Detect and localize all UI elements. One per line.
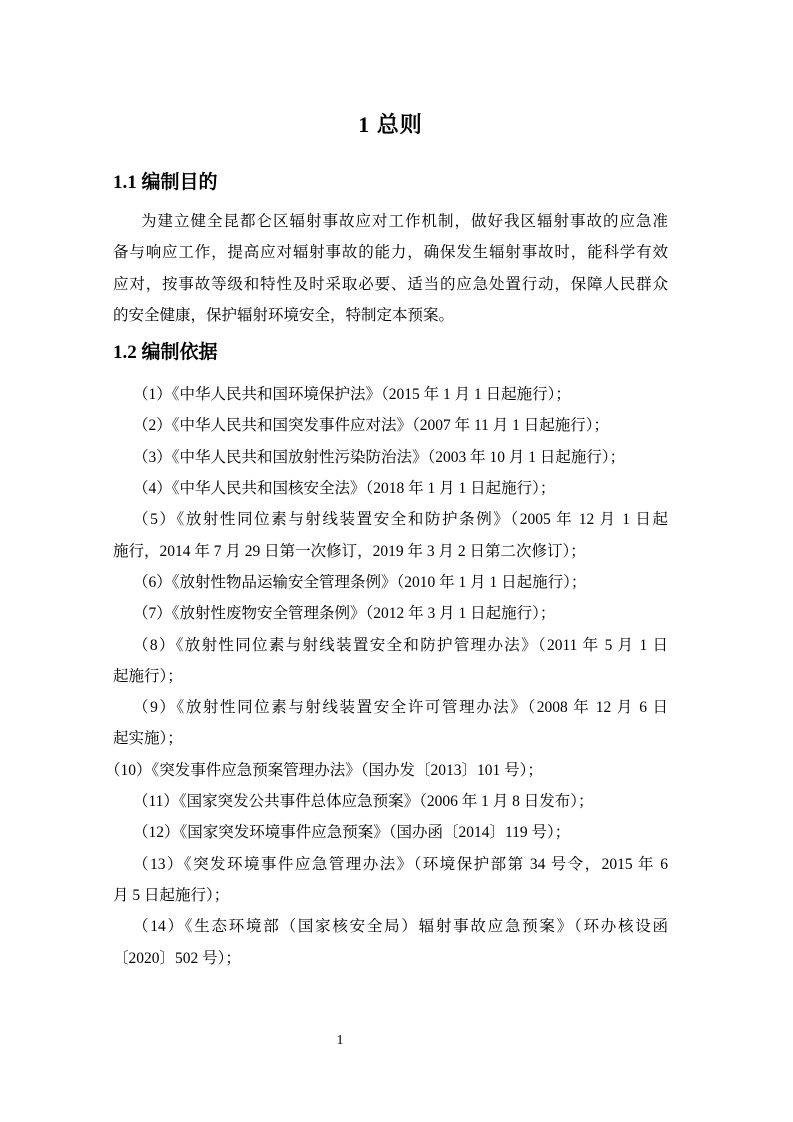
- text-line: （14）《生态环境部（国家核安全局）辐射事故应急预案》（环办核设函: [133, 918, 668, 936]
- text-line: 备与响应工作，提高应对辐射事故的能力，确保发生辐射事故时，能科学有效: [113, 244, 668, 262]
- legal-basis-list: [105, 379, 668, 974]
- text-line: 的安全健康，保护辐射环境安全，特制定本预案。: [113, 306, 455, 324]
- text-line: （13）《突发环境事件应急管理办法》（环境保护部第 34 号令，2015 年 6: [133, 855, 668, 873]
- text-line: 月 5 日起施行）；: [113, 886, 230, 904]
- text-line: （7）《放射性废物安全管理条例》（2012 年 3 月 1 日起施行）；: [133, 605, 556, 623]
- section-heading-purpose: 1.1 编制目的: [113, 172, 218, 193]
- text-line: （8）《放射性同位素与射线装置安全和防护管理办法》（2011 年 5 月 1 日: [133, 636, 668, 654]
- text-line: （5）《放射性同位素与射线装置安全和防护条例》（2005 年 12 月 1 日起: [133, 511, 668, 529]
- text-line: 起实施）；: [113, 730, 183, 748]
- document-content: [105, 0, 668, 974]
- section-basis: [105, 342, 668, 974]
- text-line: （2）《中华人民共和国突发事件应对法》（2007 年 11 月 1 日起施行）；: [133, 417, 610, 435]
- text-line: （9）《放射性同位素与射线装置安全许可管理办法》（2008 年 12 月 6 日: [133, 699, 668, 717]
- text-line: （3）《中华人民共和国放射性污染防治法》（2003 年 10 月 1 日起施行）；: [133, 448, 626, 466]
- text-line: （12）《国家突发环境事件应急预案》（国办函〔2014〕119 号）；: [133, 824, 571, 842]
- text-line: （10）《突发事件应急预案管理办法》（国办发〔2013〕101 号）；: [105, 761, 543, 779]
- section-heading-basis: 1.2 编制依据: [113, 342, 218, 364]
- text-line: （1）《中华人民共和国环境保护法》（2015 年 1 月 1 日起施行）；: [133, 386, 571, 404]
- purpose-paragraph: [113, 206, 668, 331]
- text-line: 应对，按事故等级和特性及时采取必要、适当的应急处置行动，保障人民群众: [113, 275, 668, 293]
- document-title: 1 总则: [358, 112, 423, 137]
- text-line: 起施行）；: [113, 667, 183, 685]
- section-purpose: [113, 173, 668, 331]
- text-line: 〔2020〕502 号）；: [113, 949, 241, 967]
- text-line: 施行，2014 年 7 月 29 日第一次修订，2019 年 3 月 2 日第二次修订）；: [113, 542, 586, 560]
- text-line: （11）《国家突发公共事件总体应急预案》（2006 年 1 月 8 日发布）；: [133, 793, 594, 811]
- text-line: （6）《放射性物品运输安全管理条例》（2010 年 1 月 1 日起施行）；: [133, 573, 587, 591]
- page-number: 1: [336, 1033, 344, 1048]
- text-line: （4）《中华人民共和国核安全法》（2018 年 1 月 1 日起施行）；: [133, 480, 556, 498]
- text-line: 为建立健全昆都仑区辐射事故应对工作机制，做好我区辐射事故的应急准: [141, 213, 668, 230]
